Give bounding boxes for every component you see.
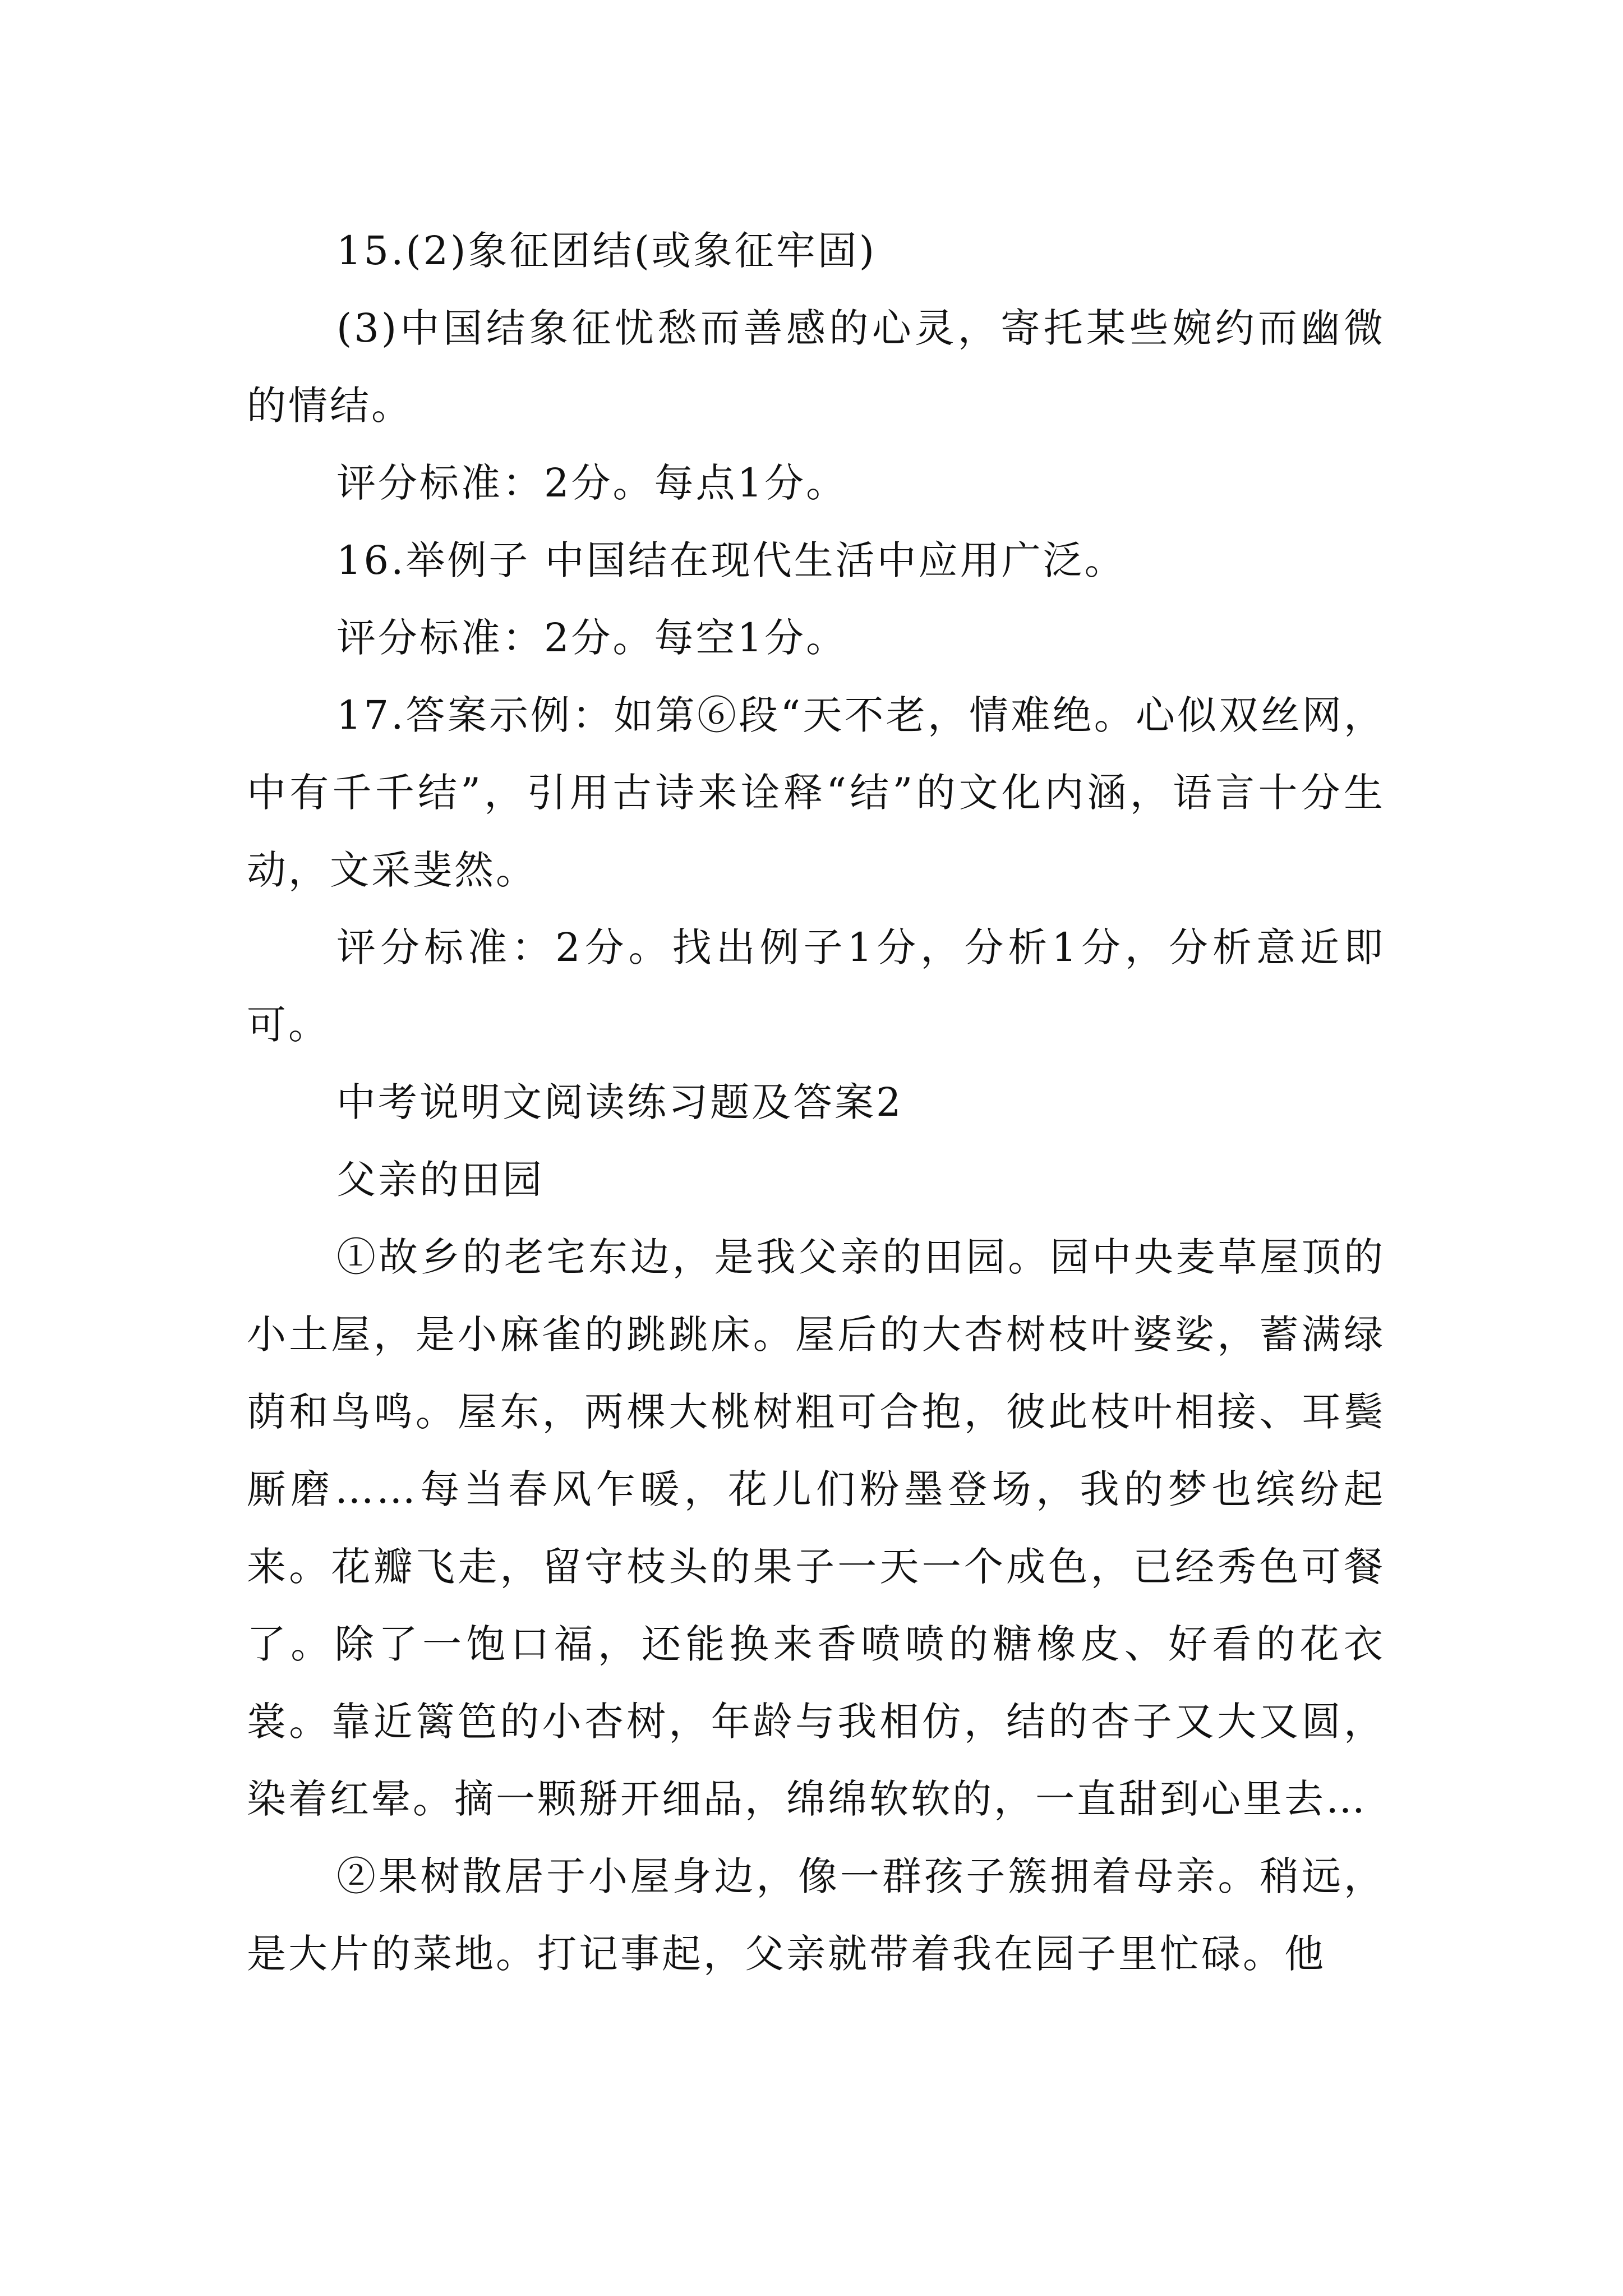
article-title: 父亲的田园 bbox=[336, 1157, 544, 1203]
scoring-standard-15: 评分标准：2分。每点1分。 bbox=[336, 460, 848, 506]
section-heading: 中考说明文阅读练习题及答案2 bbox=[336, 1079, 903, 1125]
answer-15-2: 15.(2)象征团结(或象征牢固) bbox=[336, 228, 877, 274]
answer-16: 16.举例子 中国结在现代生活中应用广泛。 bbox=[336, 537, 1126, 583]
scoring-standard-17: 评分标准：2分。找出例子1分，分析1分，分析意近即可。 bbox=[247, 924, 1385, 1048]
scoring-standard-16: 评分标准：2分。每空1分。 bbox=[336, 615, 848, 661]
document-body bbox=[247, 212, 1385, 1993]
answer-17: 17.答案示例：如第⑥段“天不老，情难绝。心似双丝网，中有千千结”，引用古诗来诠释“结”的文化内涵，语言十分生动，文采斐然。 bbox=[247, 692, 1385, 893]
article-paragraph-2: ②果树散居于小屋身边，像一群孩子簇拥着母亲。稍远，是大片的菜地。打记事起，父亲就带着我在园子里忙碌。他 bbox=[247, 1853, 1385, 1977]
article-paragraph-1: ①故乡的老宅东边，是我父亲的田园。园中央麦草屋顶的小土屋，是小麻雀的跳跳床。屋后的大杏树枝叶婆娑，蓄满绿荫和鸟鸣。屋东，两棵大桃树粗可合抱，彼此枝叶相接、耳鬓厮磨……每当春风乍暖，花儿们粉墨登场，我的梦也缤纷起来。花瓣飞走，留守枝头的果子一天一个成色，已经秀色可餐了。除了一饱口福，还能换来香喷喷的糖橡皮、好看的花衣裳。靠近篱笆的小杏树，年龄与我相仿，结的杏子又大又圆，染着红晕。摘一颗掰开细品，绵绵软软的，一直甜到心里去… bbox=[247, 1234, 1385, 1822]
answer-15-3: (3)中国结象征忧愁而善感的心灵，寄托某些婉约而幽微的情结。 bbox=[247, 305, 1385, 429]
